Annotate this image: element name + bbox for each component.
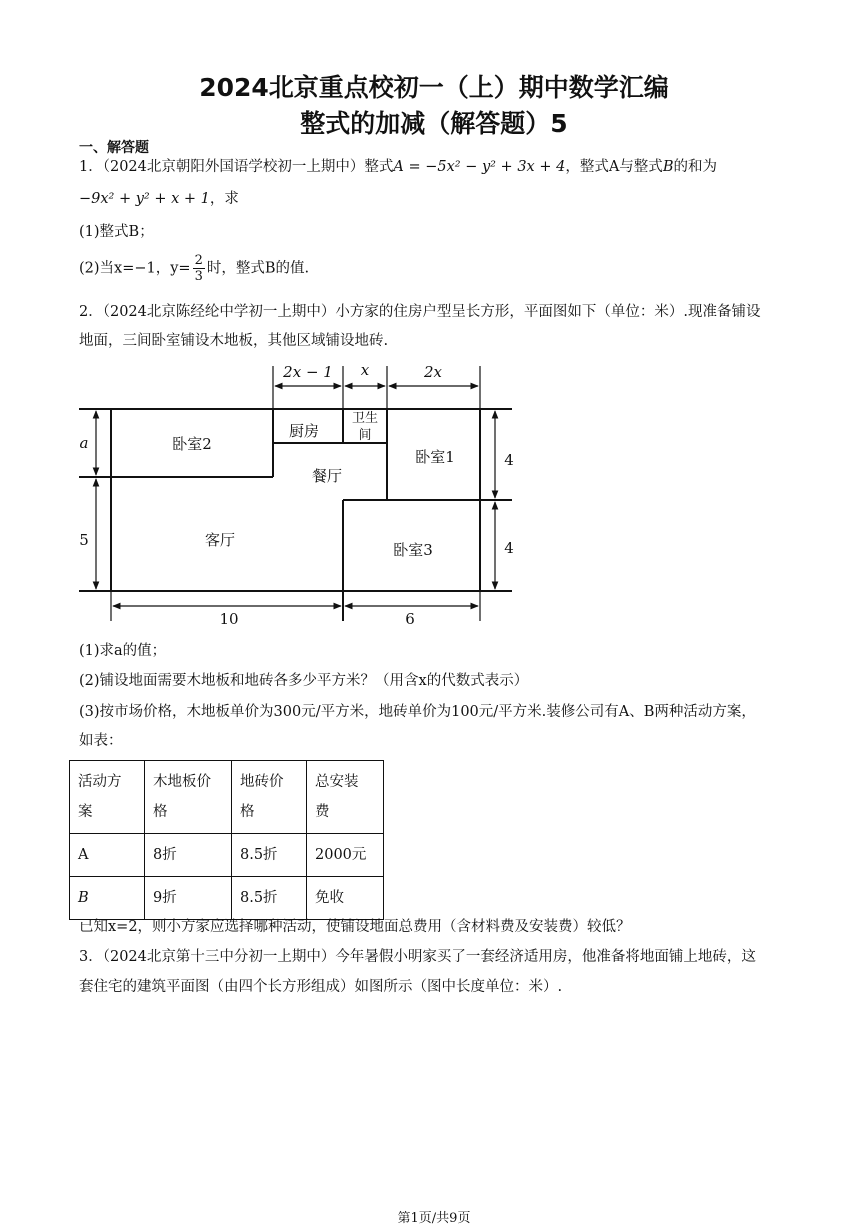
q1-line1 bbox=[79, 157, 717, 177]
q1-part1: (1)整式B； bbox=[79, 224, 154, 240]
dim-bottom-10: 10 bbox=[219, 610, 239, 628]
table-row bbox=[70, 877, 384, 920]
q1-sum-expr: −9x² + y² + x + 1 bbox=[79, 191, 210, 207]
table-header-cell: 总安装 费 bbox=[307, 761, 384, 834]
floor-plan-diagram bbox=[0, 355, 868, 635]
dim-top-2: x bbox=[360, 361, 370, 379]
activity-plan-table bbox=[69, 760, 384, 920]
page-number-footer: 第1页/共9页 bbox=[397, 1211, 471, 1226]
table-header-cell: 地砖价 格 bbox=[232, 761, 307, 834]
q1-ask: ，求 bbox=[209, 191, 239, 207]
table-cell: A bbox=[70, 834, 145, 877]
q1-part2-post: 时，整式B的值. bbox=[206, 260, 310, 277]
table-cell: B bbox=[70, 877, 145, 920]
room-living: 客厅 bbox=[204, 531, 236, 549]
page-subtitle: 整式的加减（解答题）5 bbox=[300, 109, 568, 138]
table-cell: 8.5折 bbox=[232, 877, 307, 920]
dim-right-4a: 4 bbox=[504, 451, 514, 469]
q2-line1: 2．（2024北京陈经纶中学初一上期中）小方家的住房户型呈长方形，平面图如下（单位：米）.现准备铺设 bbox=[79, 304, 761, 320]
room-bathroom-line2: 间 bbox=[358, 428, 372, 443]
fraction bbox=[193, 253, 205, 284]
dim-right-4b: 4 bbox=[504, 539, 514, 557]
fraction-numerator: 2 bbox=[194, 253, 203, 268]
q2-conclusion: 已知x=2，则小方家应选择哪种活动，使铺设地面总费用（含材料费及安装费）较低？ bbox=[79, 919, 631, 935]
fraction-denominator: 3 bbox=[194, 269, 203, 284]
q1-b: B bbox=[662, 159, 674, 175]
table-cell: 8折 bbox=[145, 834, 232, 877]
table-cell: 8.5折 bbox=[232, 834, 307, 877]
table-row bbox=[70, 834, 384, 877]
q2-line2: 地面，三间卧室铺设木地板，其他区域铺设地砖. bbox=[79, 333, 389, 349]
dim-top-1: 2x − 1 bbox=[283, 363, 333, 381]
dim-bottom-6: 6 bbox=[405, 610, 415, 628]
dim-left-a: a bbox=[79, 434, 89, 452]
q1-part2-pre: (2)当x=−1，y= bbox=[79, 260, 191, 277]
q2-part2: (2)铺设地面需要木地板和地砖各多少平方米？（用含x的代数式表示） bbox=[79, 673, 529, 689]
q2-part3-line2: 如表： bbox=[79, 733, 123, 749]
table-header-row bbox=[70, 761, 384, 834]
q1-line2 bbox=[79, 189, 239, 209]
room-bathroom-line1: 卫生 bbox=[351, 411, 379, 426]
q3-line1: 3．（2024北京第十三中分初一上期中）今年暑假小明家买了一套经济适用房，他准备将地面铺上地砖，这 bbox=[79, 949, 756, 965]
q2-part3-line1: (3)按市场价格，木地板单价为300元/平方米，地砖单价为100元/平方米.装修公司有A、B两种活动方案， bbox=[79, 704, 756, 720]
room-bedroom1: 卧室1 bbox=[415, 448, 455, 466]
q1-part2 bbox=[79, 253, 309, 284]
dim-left-5: 5 bbox=[79, 531, 89, 549]
section-heading: 一、解答题 bbox=[79, 140, 149, 156]
q1-tail: 的和为 bbox=[673, 159, 717, 175]
q1-intro: 1．（2024北京朝阳外国语学校初一上期中）整式 bbox=[79, 159, 394, 175]
room-bedroom2: 卧室2 bbox=[172, 435, 212, 453]
table-header-cell: 木地板价 格 bbox=[145, 761, 232, 834]
table-cell: 2000元 bbox=[307, 834, 384, 877]
q1-expr-a: A = −5x² − y² + 3x + 4 bbox=[393, 159, 566, 175]
dim-top-3: 2x bbox=[423, 363, 443, 381]
room-dining: 餐厅 bbox=[311, 467, 343, 485]
table-cell: 免收 bbox=[307, 877, 384, 920]
page-title: 2024北京重点校初一（上）期中数学汇编 bbox=[199, 73, 669, 102]
q1-mid: ，整式A与整式 bbox=[565, 159, 663, 175]
dimension-lines bbox=[96, 366, 495, 621]
table-cell: 9折 bbox=[145, 877, 232, 920]
floor-plan-walls bbox=[79, 409, 512, 621]
q2-part1: (1)求a的值； bbox=[79, 643, 167, 659]
table-header-cell: 活动方 案 bbox=[70, 761, 145, 834]
room-bedroom3: 卧室3 bbox=[393, 541, 433, 559]
q3-line2: 套住宅的建筑平面图（由四个长方形组成）如图所示（图中长度单位：米）. bbox=[79, 979, 563, 995]
room-kitchen: 厨房 bbox=[288, 422, 320, 440]
